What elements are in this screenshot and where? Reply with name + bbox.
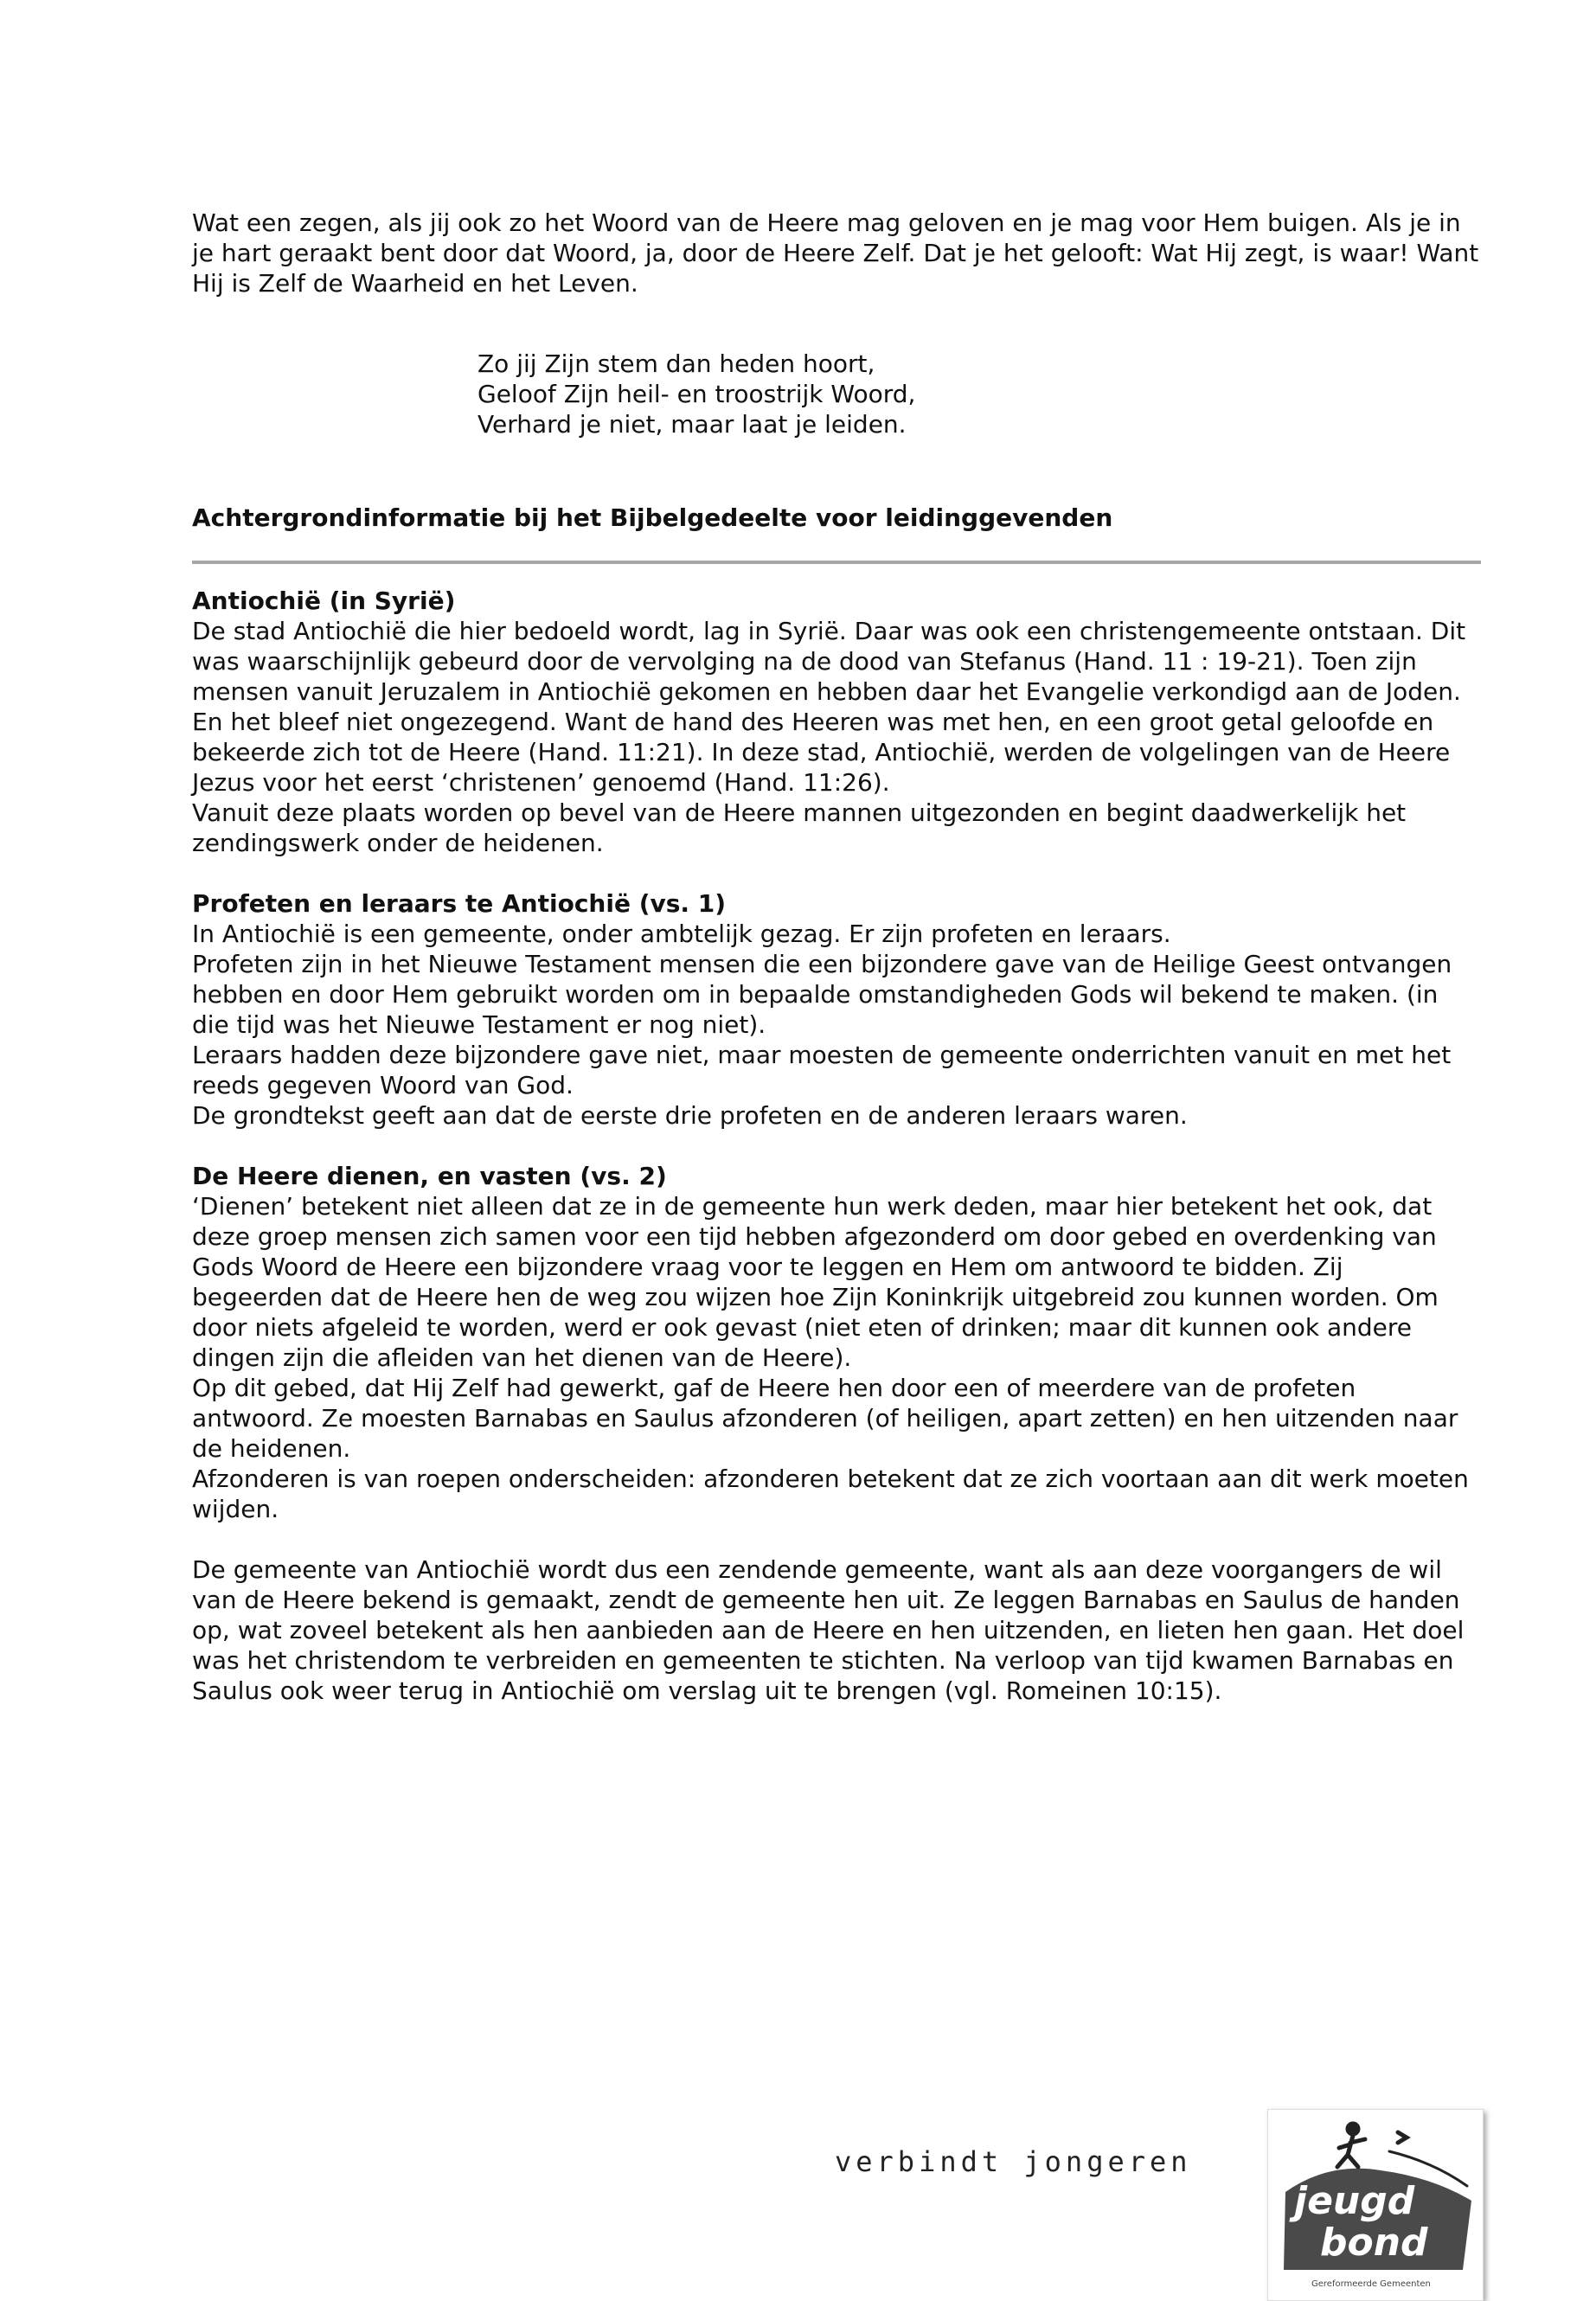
section-title: Antiochië (in Syrië) (192, 586, 456, 615)
section-paragraph: ‘Dienen’ betekent niet alleen dat ze in de gemeente hun werk deden, maar hier betekent het ook, dat deze groep mensen zich samen voor een tijd hebben afgezonderd om door gebed en overdenking van Gods Woord de Heere een bijzondere vraag voor te leggen en Hem om antwoord te bidden. Zij begeerden dat de Heere hen de weg zou wijzen hoe Zijn Koninkrijk uitgebreid zou kunnen worden. Om door niets afgeleid te worden, werd er ook gevast (niet eten of drinken; maar dit kunnen ook andere dingen zijn die afleiden van het dienen van de Heere). (192, 1192, 1439, 1372)
section-title: De Heere dienen, en vasten (vs. 2) (192, 1162, 667, 1190)
jeugdbond-logo (1267, 2109, 1484, 2301)
intro-paragraph: Wat een zegen, als jij ook zo het Woord van de Heere mag geloven en je mag voor Hem buigen. Als je in je hart geraakt bent door dat Woord, ja, door de Heere Zelf. Dat je het gelooft: Wat Hij zegt, is waar! Want Hij is Zelf de Waarheid en het Leven. (192, 208, 1479, 298)
logo-text: jeugd (1294, 2179, 1415, 2223)
section-paragraph: Vanuit deze plaats worden op bevel van de Heere mannen uitgezonden en begint daadwerkelijk het zendingswerk onder de heidenen. (192, 798, 1407, 857)
poem (478, 349, 1481, 439)
section-profeten (192, 888, 1481, 1131)
logo-subtitle: Gereformeerde Gemeenten (1311, 2279, 1431, 2289)
section-dienen (192, 1161, 1481, 1524)
section-paragraph: Leraars hadden deze bijzondere gave niet, maar moesten de gemeente onderrichten vanuit en met het reeds gegeven Woord van God. (192, 1041, 1452, 1099)
section-paragraph: Afzonderen is van roepen onderscheiden: afzonderen betekent dat ze zich voortaan aan dit werk moeten wijden. (192, 1465, 1469, 1523)
section-title: Profeten en leraars te Antiochië (vs. 1) (192, 889, 727, 918)
section-paragraph: Profeten zijn in het Nieuwe Testament mensen die een bijzondere gave van de Heilige Geest ontvangen hebben en door Hem gebruikt worden om in bepaalde omstandigheden Gods wil bekend te maken. (in die tijd was het Nieuwe Testament er nog niet). (192, 950, 1452, 1039)
closing-paragraph: De gemeente van Antiochië wordt dus een zendende gemeente, want als aan deze voorgangers de wil van de Heere bekend is gemaakt, zendt de gemeente hen uit. Ze leggen Barnabas en Saulus de handen op, wat zoveel betekent als hen aanbieden aan de Heere en hen uitzenden, en lieten hen gaan. Het doel was het christendom te verbreiden en gemeenten te stichten. Na verloop van tijd kwamen Barnabas en Saulus ook weer terug in Antiochië om verslag uit te brengen (vgl. Romeinen 10:15). (192, 1555, 1465, 1705)
logo-text: bond (1320, 2221, 1428, 2265)
poem-line: Verhard je niet, maar laat je leiden. (478, 410, 907, 439)
section-paragraph: De grondtekst geeft aan dat de eerste drie profeten en de anderen leraars waren. (192, 1101, 1188, 1130)
poem-line: Zo jij Zijn stem dan heden hoort, (478, 349, 875, 378)
poem-line: Geloof Zijn heil- en troostrijk Woord, (478, 380, 916, 408)
main-heading: Achtergrondinformatie bij het Bijbelgedeelte voor leidinggevenden (192, 503, 1113, 532)
document-body (192, 208, 1481, 1706)
section-paragraph: In Antiochië is een gemeente, onder ambtelijk gezag. Er zijn profeten en leraars. (192, 920, 1171, 948)
footer-slogan: verbindt jongeren (835, 2145, 1192, 2178)
section-antiochie (192, 586, 1481, 858)
horizontal-divider (192, 561, 1481, 564)
section-paragraph: Op dit gebed, dat Hij Zelf had gewerkt, gaf de Heere hen door een of meerdere van de profeten antwoord. Ze moesten Barnabas en Saulus afzonderen (of heiligen, apart zetten) en hen uitzenden naar de heidenen. (192, 1374, 1458, 1463)
section-paragraph: De stad Antiochië die hier bedoeld wordt, lag in Syrië. Daar was ook een christengemeente ontstaan. Dit was waarschijnlijk gebeurd door de vervolging na de dood van Stefanus (Hand. 11 : 19-21). Toen zijn mensen vanuit Jeruzalem in Antiochië gekomen en hebben daar het Evangelie verkondigd aan de Joden. En het bleef niet ongezegend. Want de hand des Heeren was met hen, en een groot getal geloofde en bekeerde zich tot de Heere (Hand. 11:21). In deze stad, Antiochië, werden de volgelingen van de Heere Jezus voor het eerst ‘christenen’ genoemd (Hand. 11:26). (192, 617, 1466, 797)
